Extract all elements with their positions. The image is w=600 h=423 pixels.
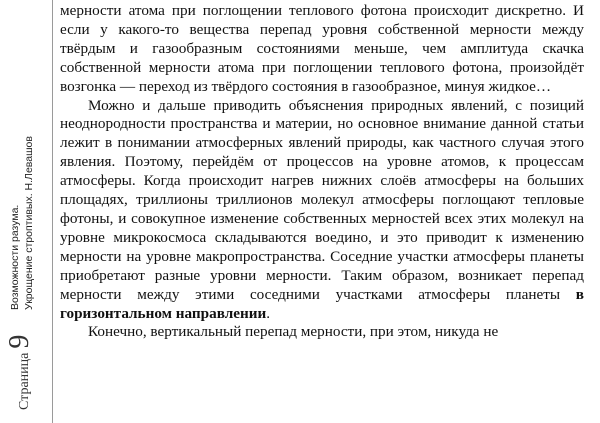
book-title-line-2: Укрощение строптивых. Н.Левашов	[23, 136, 35, 310]
paragraph-2-text: Можно и дальше приводить объяснения природных явлений, с позиций неоднородности пространства и материи, но основное внимание данной статьи лежит в понимании атмосферных явлений природы, как частного случая этого явления. Поэтому, перейдём от процессов на уровне атомов, к процессам атмосферы. Когда происходит нагрев нижних слоёв атмосферы на больших площадях, триллионы триллионов молекул атмосферы поглощают тепловые фотоны, и совокупное изменение собственных мерностей всех этих молекул на уровне микрокосмоса складываются воедино, и это приводит к изменению мерности на уровне макропространства. Соседние участки атмосферы планеты приобретают разные уровни мерности. Таким образом, возникает перепад мерности между этими соседними участками атмосферы планеты	[60, 96, 584, 303]
page-indicator	[6, 335, 34, 410]
page-sidebar	[0, 0, 53, 423]
paragraph-2-bold-phrase: в горизонтальном направлении	[60, 285, 584, 322]
paragraph-3-text: Конечно, вертикальный перепад мерности, при этом, никуда не	[88, 323, 499, 341]
sidebar-rotated-block	[6, 10, 46, 410]
paragraph-2	[60, 97, 584, 324]
book-title-line-1: Возможности разума.	[9, 204, 21, 310]
paragraph-1-text: мерности атома при поглощении теплового фотона происходит дискретно. И если у какого-то вещества перепад уровня собственной мерности между твёрдым и газообразным состояниями меньше, чем амплитуда скачка собственной мерности атома при поглощении теплового фотона, произойдёт возгонка — переход из твёрдого состояния в газообразное, минуя жидкое…	[60, 2, 584, 95]
book-title	[8, 136, 36, 310]
paragraph-2-end: .	[266, 304, 271, 322]
page-label: Страница	[17, 352, 32, 410]
paragraph-1	[60, 2, 584, 97]
page-body	[60, 2, 584, 342]
paragraph-3	[60, 323, 584, 342]
page-number: 9	[4, 334, 35, 349]
